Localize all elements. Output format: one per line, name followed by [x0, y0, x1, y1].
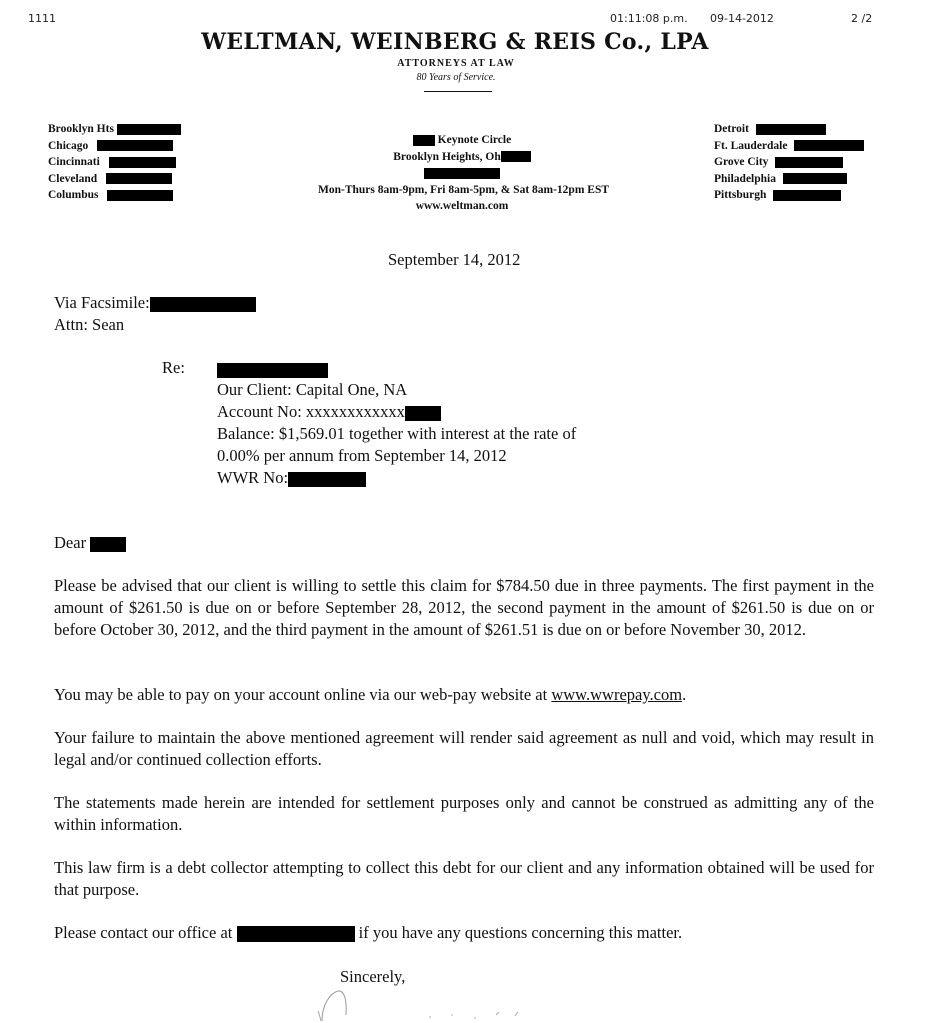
firm-website: www.weltman.com [415, 200, 509, 212]
address-city: Brooklyn Heights, Oh [393, 150, 501, 163]
webpay-text: You may be able to pay on your account online via our web-pay website at [54, 685, 552, 704]
redaction [107, 190, 173, 201]
office-entry [48, 154, 181, 171]
paragraph-webpay [54, 684, 874, 706]
office-entry [48, 138, 181, 155]
office-name: Grove City [714, 156, 769, 168]
contact-before: Please contact our office at [54, 923, 233, 942]
via-label: Via Facsimile: [54, 293, 150, 312]
firm-years: 80 Years of Service. [416, 72, 496, 83]
redaction [150, 297, 256, 312]
redaction [424, 168, 500, 179]
signature-mark [310, 985, 550, 1023]
letter-date: September 14, 2012 [388, 250, 521, 269]
salutation-text: Dear [54, 533, 87, 552]
office-list-right [714, 121, 864, 204]
redaction [501, 151, 531, 162]
contact-after: if you have any questions concerning this matter. [358, 923, 683, 942]
firm-name: WELTMAN, WEINBERG & REIS Co., LPA [201, 29, 709, 55]
firm-tagline: ATTORNEYS AT LAW [397, 58, 515, 69]
redaction [405, 406, 441, 421]
fax-date: 09-14-2012 [710, 12, 774, 25]
redaction [109, 157, 176, 168]
office-name: Columbus [48, 189, 99, 201]
redaction [97, 140, 173, 151]
re-redaction [217, 361, 328, 379]
office-name: Cleveland [48, 172, 98, 185]
address-street: Keynote Circle [437, 134, 512, 146]
re-balance-line1: Balance: $1,569.01 together with interest at the rate of [217, 424, 577, 443]
office-name: Pittsburgh [714, 189, 767, 201]
office-name: Philadelphia [714, 172, 776, 185]
re-label: Re: [162, 358, 185, 377]
fax-time: 01:11:08 p.m. [610, 12, 688, 25]
paragraph-failure: Your failure to maintain the above mentioned agreement will render said agreement as null and void, which may result in legal and/or continued collection efforts. [54, 728, 874, 769]
redaction [288, 472, 366, 487]
fax-page-id: 1111 [28, 12, 56, 25]
redaction [783, 173, 847, 184]
paragraph-debt-collector: This law firm is a debt collector attempting to collect this debt for our client and any information obtained will be used for that purpose. [54, 858, 874, 899]
redaction [90, 537, 126, 552]
paragraph-settlement: Please be advised that our client is willing to settle this claim for $784.50 due in three payments. The first payment in the amount of $261.50 is due on or before September 28, 2012, the second payment in the amount of $261.50 is due on or before October 30, 2012, and the third payment in the amount of $261.51 is due on or before November 30, 2012. [54, 576, 874, 639]
office-entry [48, 171, 181, 188]
redaction [106, 173, 172, 184]
letterhead-rule [424, 91, 492, 92]
re-account [217, 401, 441, 423]
attn-line: Attn: Sean [54, 315, 125, 334]
via-facsimile [54, 292, 256, 314]
office-entry [714, 171, 864, 188]
redaction [794, 140, 864, 151]
office-hours: Mon-Thurs 8am-9pm, Fri 8am-5pm, & Sat 8am-12pm EST [318, 183, 610, 196]
redaction [773, 190, 841, 201]
salutation [54, 532, 126, 554]
webpay-period: . [682, 685, 687, 704]
office-entry [714, 138, 864, 155]
office-entry [48, 121, 181, 138]
redaction [117, 124, 181, 135]
fax-page-number: 2 /2 [851, 12, 873, 25]
office-name: Ft. Lauderdale [714, 139, 788, 152]
office-entry [714, 121, 864, 138]
redaction [217, 363, 328, 378]
closing: Sincerely, [340, 967, 406, 986]
office-name: Detroit [714, 123, 749, 135]
office-list-left [48, 121, 181, 204]
wwr-label: WWR No: [217, 468, 289, 487]
paragraph-statements: The statements made herein are intended for settlement purposes only and cannot be construed as admitting any of the within information. [54, 793, 874, 834]
firm-address-block [318, 132, 610, 215]
office-entry [714, 187, 864, 204]
office-name: Brooklyn Hts [48, 123, 114, 135]
office-entry [48, 187, 181, 204]
redaction [756, 124, 826, 135]
re-wwr [217, 467, 366, 489]
re-balance-line2: 0.00% per annum from September 14, 2012 [217, 446, 507, 465]
re-client: Our Client: Capital One, NA [217, 380, 408, 399]
redaction [237, 926, 355, 942]
account-label: Account No: xxxxxxxxxxxx [217, 402, 405, 421]
redaction [413, 135, 435, 146]
office-name: Cincinnati [48, 156, 100, 168]
redaction [775, 157, 843, 168]
paragraph-contact [54, 922, 682, 944]
office-name: Chicago [48, 139, 89, 152]
webpay-link[interactable]: www.wwrepay.com [551, 685, 683, 704]
office-entry [714, 154, 864, 171]
